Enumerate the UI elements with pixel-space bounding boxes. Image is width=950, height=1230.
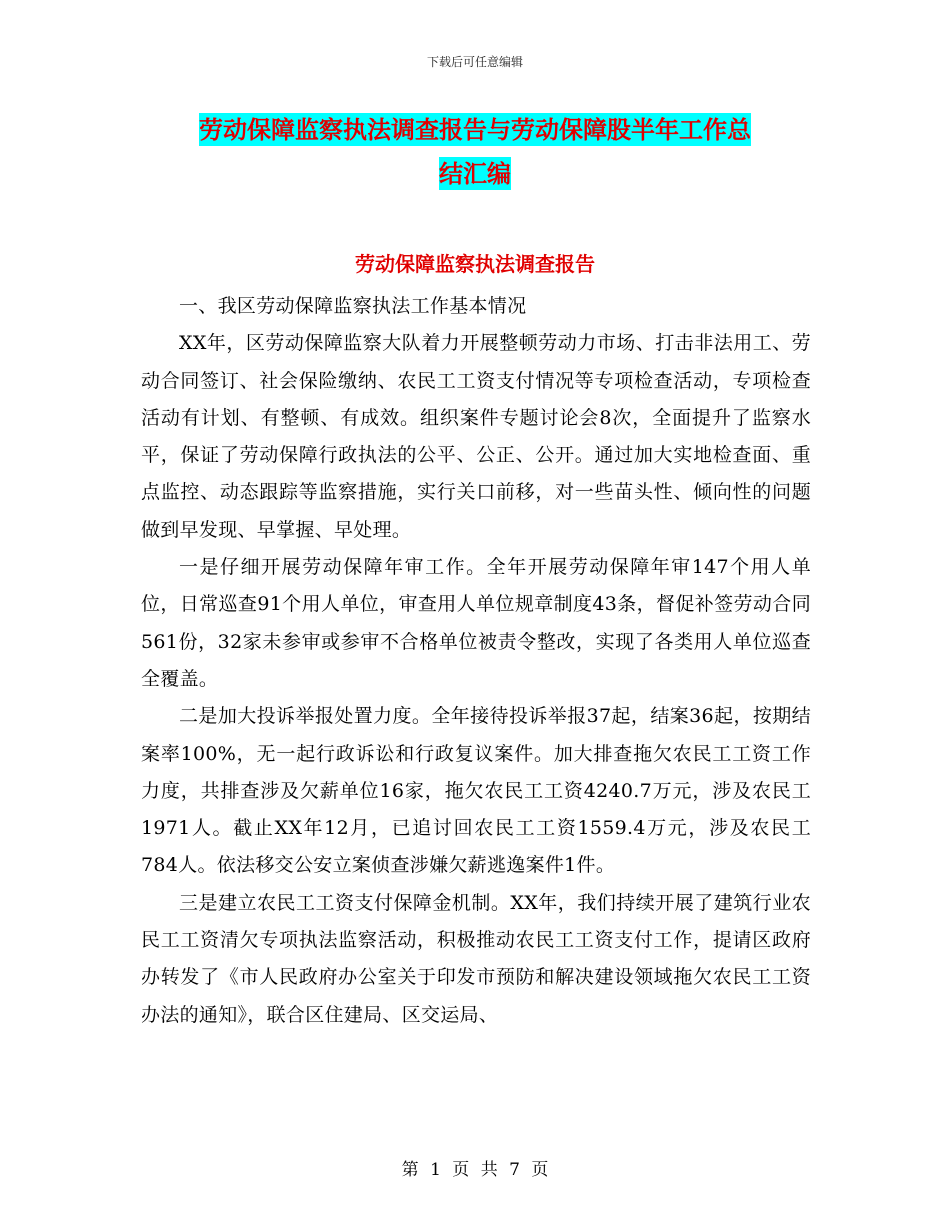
paragraph: 一是仔细开展劳动保障年审工作。全年开展劳动保障年审147个用人单位，日常巡查91个用人单位，审查用人单位规章制度43条，督促补签劳动合同561份，32家未参审或参审不合格单位被责令整改，实现了各类用人单位巡查全覆盖。 bbox=[141, 556, 811, 690]
paragraph: 三是建立农民工工资支付保障金机制。XX年，我们持续开展了建筑行业农民工工资清欠专项执法监察活动，积极推动农民工工资支付工作，提请区政府办转发了《市人民政府办公室关于印发市预防和解决建设领域拖欠农民工工资办法的通知》，联合区住建局、区交运局、 bbox=[141, 891, 811, 1026]
document-title-line-2 bbox=[0, 159, 950, 189]
document-body bbox=[141, 288, 811, 1034]
header-note: 下载后可任意编辑 bbox=[426, 55, 523, 69]
title-highlight-2: 结汇编 bbox=[439, 159, 511, 188]
page-footer: 第 1 页 共 7 页 bbox=[401, 1160, 549, 1180]
document-title-line-1 bbox=[0, 115, 950, 145]
paragraph: XX年，区劳动保障监察大队着力开展整顿劳动力市场、打击非法用工、劳动合同签订、社会保险缴纳、农民工工资支付情况等专项检查活动，专项检查活动有计划、有整顿、有成效。组织案件专题讨论会8次，全面提升了监察水平，保证了劳动保障行政执法的公平、公正、公开。通过加大实地检查面、重点监控、动态跟踪等监察措施，实行关口前移，对一些苗头性、倾向性的问题做到早发现、早掌握、早处理。 bbox=[141, 332, 811, 541]
section-title: 劳动保障监察执法调查报告 bbox=[355, 252, 595, 276]
title-highlight-1: 劳动保障监察执法调查报告与劳动保障股半年工作总 bbox=[199, 115, 751, 144]
section-heading: 一、我区劳动保障监察执法工作基本情况 bbox=[179, 295, 527, 317]
paragraph: 二是加大投诉举报处置力度。全年接待投诉举报37起，结案36起，按期结案率100%，无一起行政诉讼和行政复议案件。加大排查拖欠农民工工资工作力度，共排查涉及欠薪单位16家，拖欠农民工工资4240.7万元，涉及农民工1971人。截止XX年12月，已追讨回农民工工资1559.4万元，涉及农民工784人。依法移交公安立案侦查涉嫌欠薪逃逸案件1件。 bbox=[141, 705, 811, 877]
